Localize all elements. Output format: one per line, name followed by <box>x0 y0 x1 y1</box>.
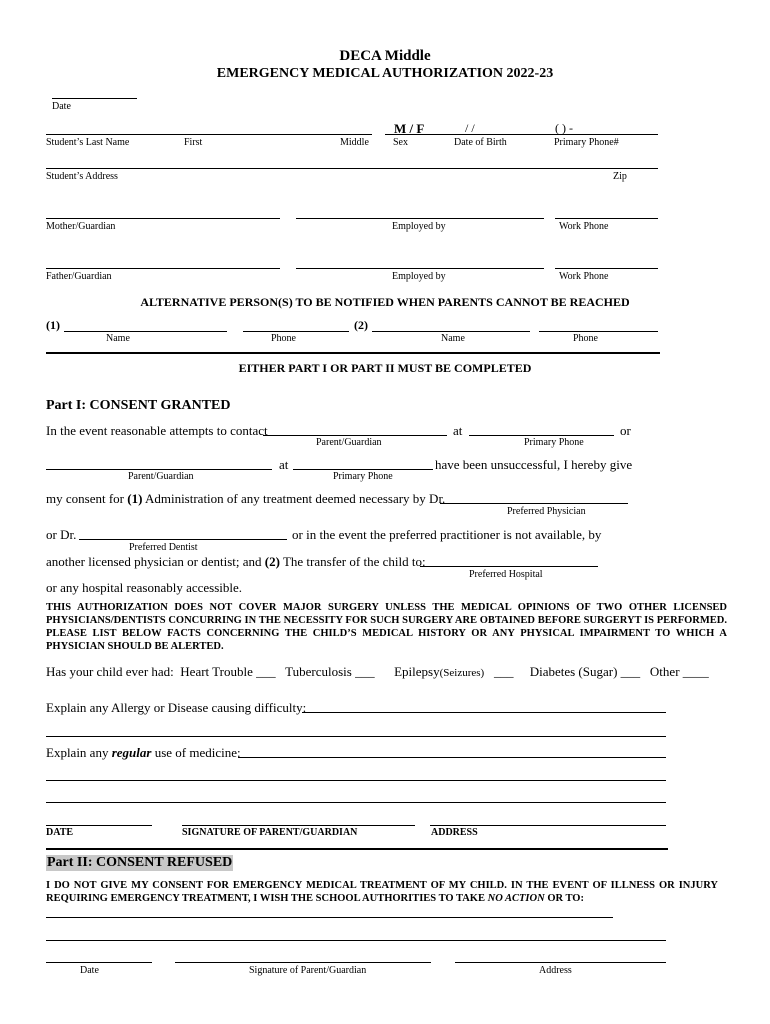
mother-label: Mother/Guardian <box>46 221 116 232</box>
alt2-phone-label: Phone <box>573 333 598 344</box>
refusal-statement-em: NO ACTION <box>487 893 545 904</box>
sex-label: Sex <box>393 137 408 148</box>
contact-phone-field[interactable] <box>469 435 614 436</box>
primary-phone-label: Primary Phone# <box>554 137 619 148</box>
primary-phone-label-2: Primary Phone <box>333 471 393 482</box>
alt2-name-field[interactable] <box>372 331 530 332</box>
diabetes-option[interactable]: Diabetes (Sugar) ___ <box>529 664 641 679</box>
date-label: Date <box>52 101 71 112</box>
first-name-label: First <box>184 137 203 148</box>
alt2-phone-field[interactable] <box>539 331 658 332</box>
part2-date-field[interactable] <box>46 962 152 963</box>
student-name-field[interactable] <box>46 134 372 135</box>
school-name: DECA Middle <box>339 48 431 64</box>
phone-value: ( ) - <box>555 121 573 135</box>
epilepsy-label: Epilepsy <box>394 664 440 679</box>
preferred-dentist-field[interactable] <box>79 539 287 540</box>
mother-employer-field[interactable] <box>296 218 544 219</box>
alt2-name-label: Name <box>441 333 465 344</box>
transfer-text-a: another licensed physician or dentist; and <box>46 554 262 569</box>
consent-text-b: Administration of any treatment deemed necessary by Dr. <box>144 491 446 506</box>
preferred-physician-field[interactable] <box>440 503 628 504</box>
preferred-hospital-field[interactable] <box>420 566 598 567</box>
refusal-statement-b: OR TO: <box>547 893 584 904</box>
contact-parent-field[interactable] <box>263 435 447 436</box>
allergy-field-2[interactable] <box>46 736 666 737</box>
part1-line1-at: at <box>453 423 463 438</box>
alt-number-2: (2) <box>354 318 368 332</box>
consent-num-2: (2) <box>264 554 280 569</box>
student-address-label: Student’s Address <box>46 171 118 182</box>
contact-parent-2-field[interactable] <box>46 469 272 470</box>
medicine-field-2[interactable] <box>46 780 666 781</box>
heart-trouble-option[interactable]: Heart Trouble ___ <box>180 664 276 679</box>
medicine-label-b: use of medicine: <box>154 745 241 760</box>
mother-employed-label: Employed by <box>392 221 446 232</box>
form-title: EMERGENCY MEDICAL AUTHORIZATION 2022-23 <box>216 66 554 81</box>
part1-signature-field[interactable] <box>182 825 415 826</box>
part1-date-label: DATE <box>46 827 74 838</box>
refusal-instruction-field-1[interactable] <box>46 917 613 918</box>
mother-work-phone-field[interactable] <box>555 218 658 219</box>
part2-address-label: Address <box>539 965 572 976</box>
parent-guardian-label-2: Parent/Guardian <box>128 471 194 482</box>
contact-phone-2-field[interactable] <box>293 469 433 470</box>
sex-dob-phone-field[interactable] <box>385 134 658 135</box>
father-work-phone-label: Work Phone <box>559 271 609 282</box>
mother-field[interactable] <box>46 218 280 219</box>
part2-title: Part II: CONSENT REFUSED <box>47 855 233 870</box>
father-employer-field[interactable] <box>296 268 544 269</box>
refusal-statement-a: I DO NOT GIVE MY CONSENT FOR EMERGENCY MEDICAL TREATMENT OF MY CHILD. IN THE EVENT OF ILLNESS OR INJURY REQUIRING EMERGENCY TREATMENT, I WISH THE SCHOOL AUTHORITIES TO TAKE <box>46 880 718 904</box>
part-divider <box>46 848 668 850</box>
consent-num-1: (1) <box>127 491 143 506</box>
last-name-label: Student’s Last Name <box>46 137 130 148</box>
part1-line2-text: have been unsuccessful, I hereby give <box>435 457 633 472</box>
part2-date-label: Date <box>80 965 99 976</box>
father-field[interactable] <box>46 268 280 269</box>
medicine-label-a: Explain any <box>46 745 109 760</box>
allergy-field-1[interactable] <box>302 712 666 713</box>
dob-value: / / <box>465 121 475 135</box>
father-work-phone-field[interactable] <box>555 268 658 269</box>
part1-signature-label: SIGNATURE OF PARENT/GUARDIAN <box>182 827 358 838</box>
alt-number-1: (1) <box>46 318 60 332</box>
medicine-label-em: regular <box>111 745 152 760</box>
date-field[interactable] <box>52 98 137 99</box>
refusal-statement <box>46 879 718 905</box>
preferred-dentist-label: Preferred Dentist <box>129 542 198 553</box>
middle-name-label: Middle <box>340 137 369 148</box>
part2-signature-field[interactable] <box>175 962 431 963</box>
hospital-text: or any hospital reasonably accessible. <box>46 580 243 595</box>
epilepsy-blank: ___ <box>493 664 514 679</box>
zip-label: Zip <box>613 171 627 182</box>
part2-address-field[interactable] <box>455 962 666 963</box>
seizures-label: (Seizures) <box>439 667 485 679</box>
part1-date-field[interactable] <box>46 825 152 826</box>
practitioner-text: or in the event the preferred practitioner is not available, by <box>292 527 602 542</box>
allergy-label: Explain any Allergy or Disease causing difficulty: <box>46 700 307 715</box>
transfer-text-b: The transfer of the child to: <box>282 554 426 569</box>
alt1-phone-label: Phone <box>271 333 296 344</box>
consent-text-a: my consent for <box>46 491 124 506</box>
student-address-field[interactable] <box>46 168 658 169</box>
parent-guardian-label-1: Parent/Guardian <box>316 437 382 448</box>
alternative-heading: ALTERNATIVE PERSON(S) TO BE NOTIFIED WHEN PARENTS CANNOT BE REACHED <box>140 295 630 309</box>
or-dr-text: or Dr. <box>46 527 77 542</box>
part1-title: Part I: CONSENT GRANTED <box>46 398 231 413</box>
sex-value: M / F <box>394 121 425 136</box>
mother-work-phone-label: Work Phone <box>559 221 609 232</box>
either-part-notice: EITHER PART I OR PART II MUST BE COMPLETED <box>238 361 532 375</box>
surgery-notice: THIS AUTHORIZATION DOES NOT COVER MAJOR SURGERY UNLESS THE MEDICAL OPINIONS OF TWO OTHER LICENSED PHYSICIANS/DENTISTS CONCURRING IN THE NECESSITY FOR SUCH SURGERY ARE OBTAINED BEFORE SURGERYT IS PERFORMED. PLEASE LIST BELOW FACTS CONCERNING THE CHILD’S MEDICAL HISTORY OR ANY PHYSICAL IMPAIRMENT TO WHICH A PHYSICIAN SHOULD BE ALERTED. <box>46 602 727 652</box>
epilepsy-option[interactable] <box>394 664 513 679</box>
father-label: Father/Guardian <box>46 271 112 282</box>
history-question: Has your child ever had: <box>46 664 174 679</box>
part1-line2-at: at <box>279 457 289 472</box>
part1-address-field[interactable] <box>430 825 666 826</box>
father-employed-label: Employed by <box>392 271 446 282</box>
part1-line1-text: In the event reasonable attempts to contact <box>46 423 268 438</box>
preferred-physician-label: Preferred Physician <box>507 506 586 517</box>
divider <box>46 352 660 354</box>
part1-line1-or: or <box>620 423 631 438</box>
part1-address-label: ADDRESS <box>431 827 478 838</box>
part2-signature-label: Signature of Parent/Guardian <box>249 965 367 976</box>
alt1-phone-field[interactable] <box>243 331 349 332</box>
tuberculosis-option[interactable]: Tuberculosis ___ <box>285 664 375 679</box>
refusal-instruction-field-2[interactable] <box>46 940 666 941</box>
other-option[interactable]: Other ____ <box>649 664 709 679</box>
dob-label: Date of Birth <box>454 137 507 148</box>
preferred-hospital-label: Preferred Hospital <box>469 569 543 580</box>
alt1-name-field[interactable] <box>64 331 227 332</box>
primary-phone-label-1: Primary Phone <box>524 437 584 448</box>
medicine-field-1[interactable] <box>238 757 666 758</box>
alt1-name-label: Name <box>106 333 130 344</box>
medicine-field-3[interactable] <box>46 802 666 803</box>
